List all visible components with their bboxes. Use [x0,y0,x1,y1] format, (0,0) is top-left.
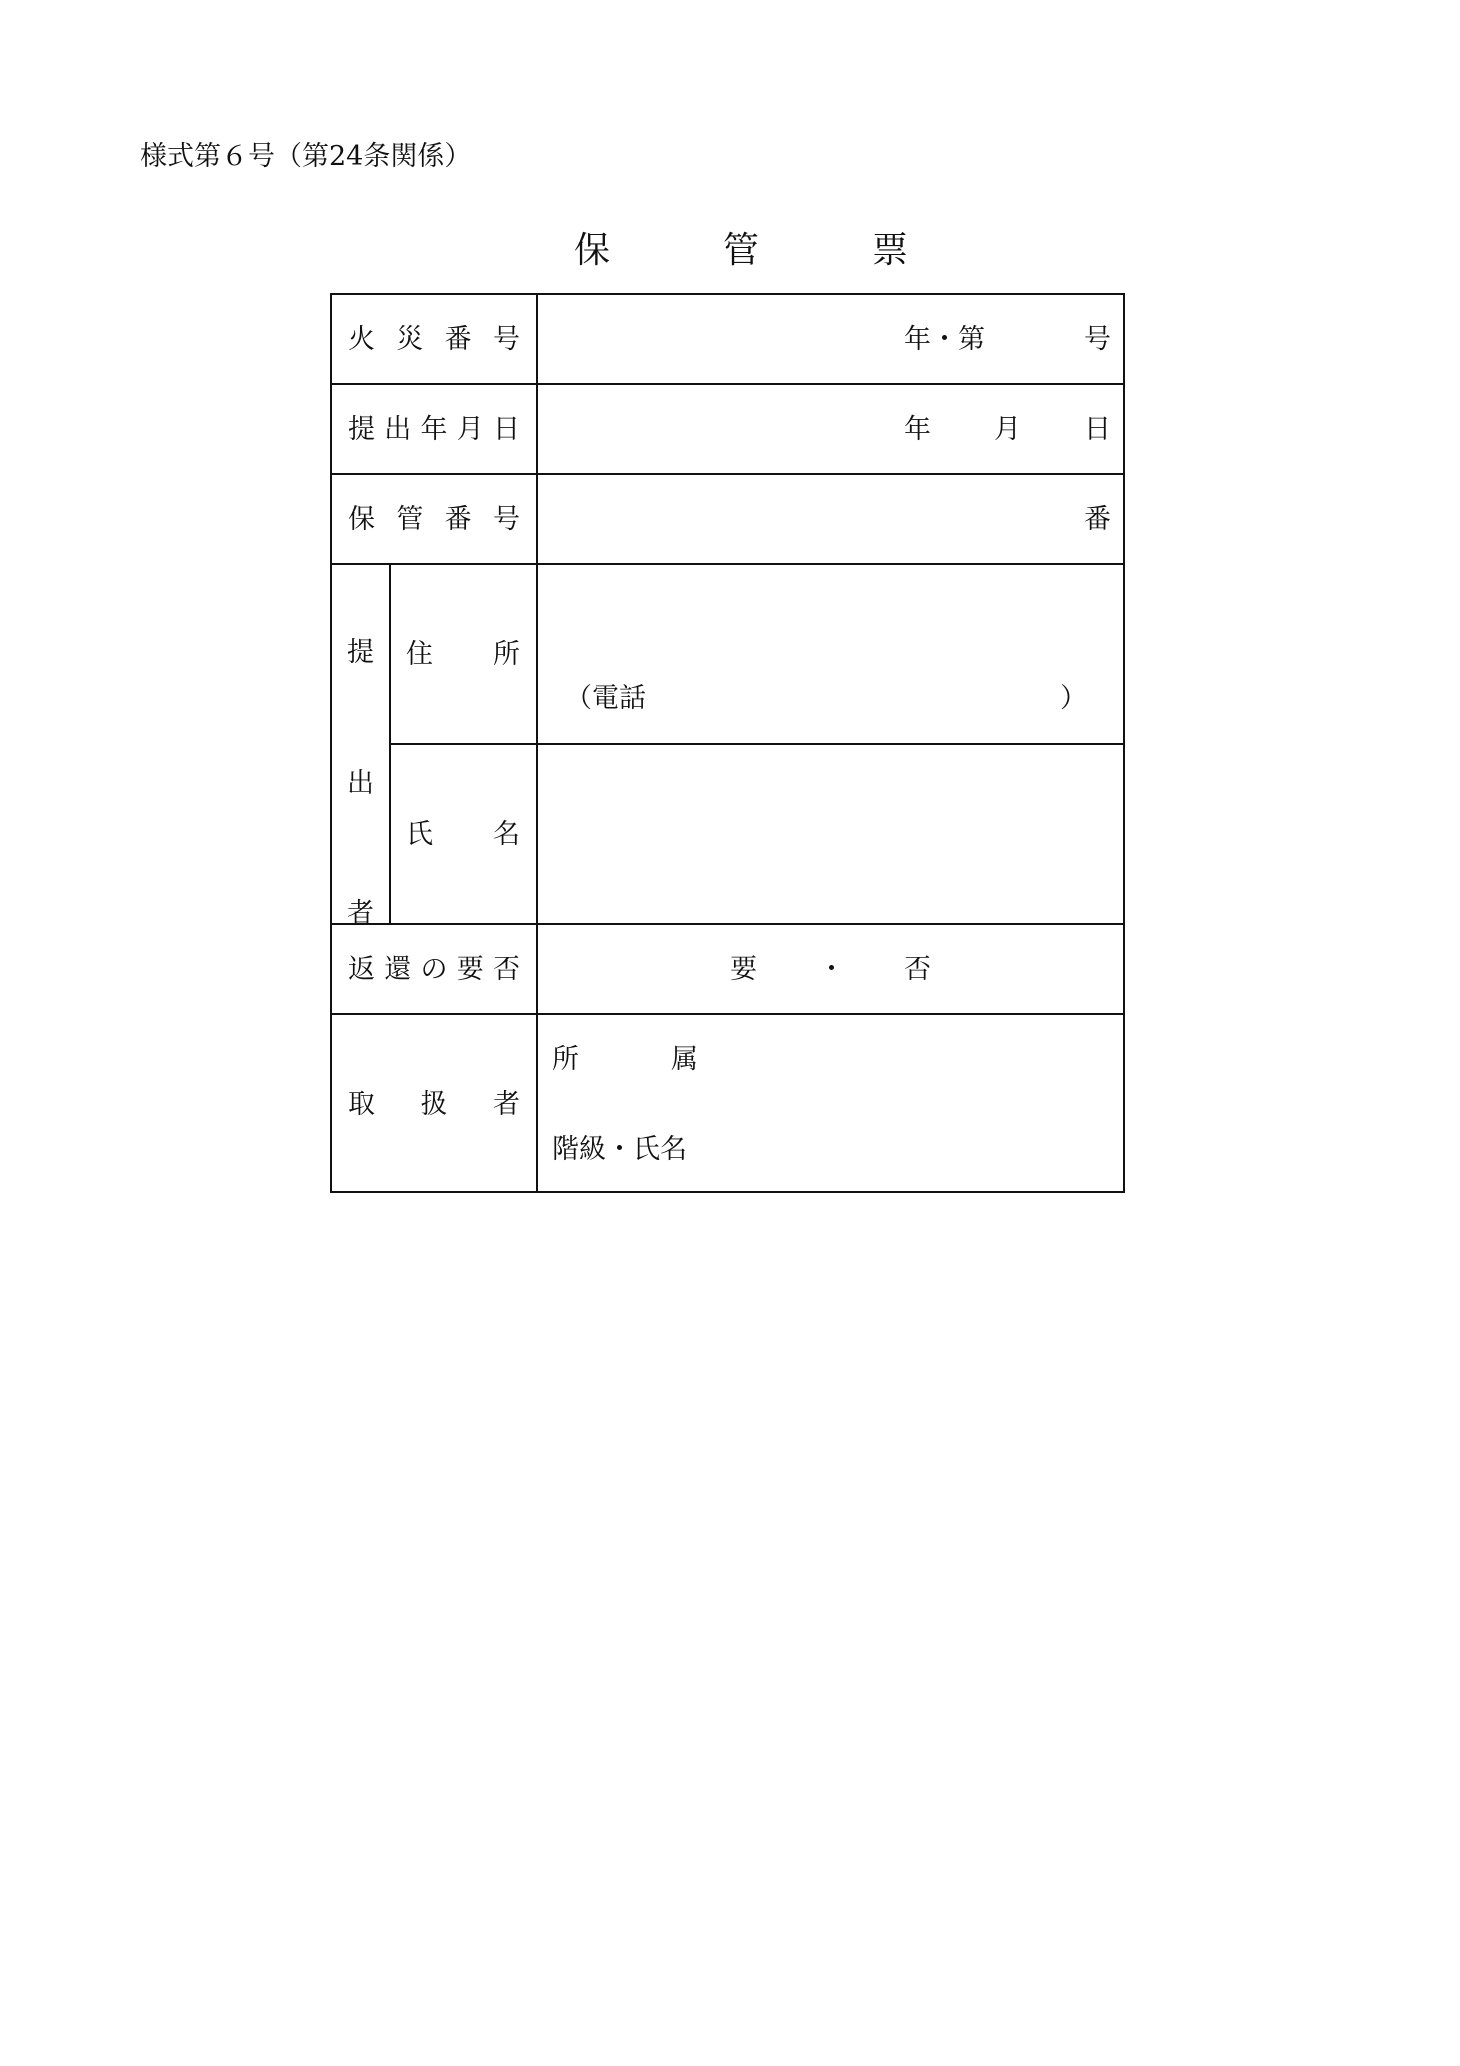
phone-close: ） [1060,683,1087,714]
row-divider [332,563,1123,565]
submission-month: 月 [994,414,1021,445]
address-label: 住 所 [406,639,520,670]
row-divider [332,923,1123,925]
rank-name-label: 階級・氏名 [552,1134,687,1165]
row-divider [332,1013,1123,1015]
submission-date-label: 提 出 年 月 日 [348,414,520,445]
return-yes-option: 要 [730,954,757,985]
column-divider [536,295,538,1191]
column-divider [389,563,391,923]
handler-label: 取 扱 者 [348,1089,520,1120]
storage-number-suffix: 番 [1084,504,1111,535]
fire-number-number-mark: 号 [1084,324,1111,355]
affiliation-label: 所 属 [552,1044,698,1075]
form-number: 様式第６号（第24条関係） [140,141,472,172]
fire-number-year-mark: 年・第 [904,324,985,355]
title-char: 票 [871,230,908,271]
row-divider [332,383,1123,385]
submission-day: 日 [1084,414,1111,445]
title-char: 管 [722,230,759,271]
submitter-group-label: 提 出 者 [347,637,374,929]
row-divider [389,743,1123,745]
submission-year: 年 [904,414,931,445]
title-char: 保 [574,230,611,271]
return-separator: ・ [818,954,845,985]
name-label: 氏 名 [406,819,520,850]
row-divider [332,473,1123,475]
return-required-label: 返 還 の 要 否 [348,954,520,985]
fire-number-label: 火 災 番 号 [348,324,520,355]
phone-open: （電話 [565,683,646,714]
storage-form-table [330,293,1125,1193]
return-no-option: 否 [904,954,931,985]
document-title [574,222,908,273]
storage-number-label: 保 管 番 号 [348,504,520,535]
